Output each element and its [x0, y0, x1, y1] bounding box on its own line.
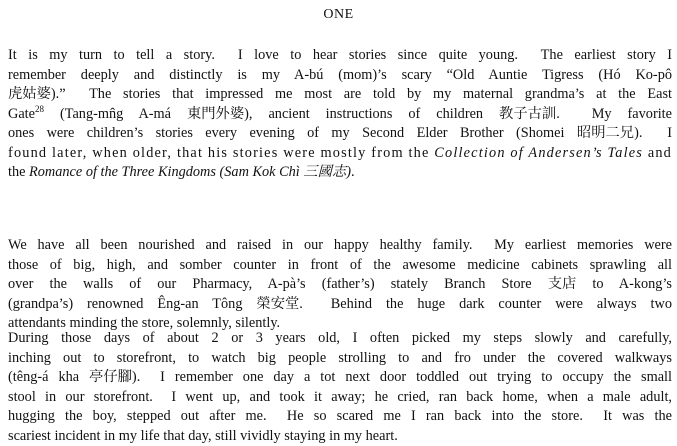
text-line — [8, 144, 672, 164]
text-run: Gate — [8, 106, 35, 122]
text-run: and — [643, 145, 672, 161]
text-line — [8, 329, 672, 349]
text-line-content — [8, 428, 398, 444]
text-line — [8, 163, 672, 183]
text-line-content — [8, 106, 672, 122]
text-line — [8, 124, 672, 144]
text-run: stool in our storefront. I went up, and took it away; he cried, ran back home, when a male adult, — [8, 389, 672, 405]
text-run: We have all been nourished and raised in our happy healthy family. My earliest memories were — [8, 237, 672, 253]
text-line-content — [8, 257, 672, 273]
text-line — [8, 66, 672, 86]
text-line-content — [8, 296, 672, 312]
text-line — [8, 407, 672, 427]
text-line — [8, 105, 672, 125]
text-line-content — [8, 369, 672, 385]
text-run: It is my turn to tell a story. I love to hear stories since quite young. The earliest story I — [8, 47, 672, 63]
text-run: the — [8, 164, 29, 180]
text-line — [8, 295, 672, 315]
text-line-content — [8, 164, 355, 180]
text-line — [8, 349, 672, 369]
text-line — [8, 427, 672, 446]
text-run: inching out to storefront, to watch big people strolling to and fro under the covered walkways — [8, 350, 672, 366]
text-line — [8, 85, 672, 105]
italic-title: Romance of the Three Kingdoms (Sam Kok Chì 三國志) — [29, 164, 351, 180]
text-run: found later, when older, that his stories were mostly from the — [8, 145, 434, 161]
text-line — [8, 368, 672, 388]
text-run: ones were children’s stories every evening of my Second Elder Brother (Shomei 昭明二兄). I — [8, 125, 672, 141]
text-run: hugging the boy, stepped out after me. He so scared me I ran back into the store. It was the — [8, 408, 672, 424]
text-line — [8, 236, 672, 256]
text-run: those of big, high, and somber counter in front of the awesome medicine cabinets sprawling all — [8, 257, 672, 273]
text-line — [8, 275, 672, 295]
text-line — [8, 256, 672, 276]
text-run: . — [351, 164, 355, 180]
text-line-content — [8, 350, 672, 366]
text-run: 虎姑婆).” The stories that impressed me most are told by my maternal grandma’s at the East — [8, 86, 672, 102]
text-run: over the walls of our Pharmacy, A-pà’s (father’s) stately Branch Store 支店 to A-kong’s — [8, 276, 672, 292]
text-line-content — [8, 276, 672, 292]
chapter-heading: ONE — [0, 7, 677, 23]
paragraph-3 — [8, 329, 672, 446]
text-line-content — [8, 145, 672, 161]
text-run: attendants minding the store, solemnly, silently. — [8, 315, 280, 331]
text-run: During those days of about 2 or 3 years old, I often picked my steps slowly and carefully, — [8, 330, 672, 346]
text-run: (têng-á kha 亭仔腳). I remember one day a tot next door toddled out trying to occupy the small — [8, 369, 672, 385]
italic-title: Collection of Andersen’s Tales — [434, 145, 643, 161]
text-line — [8, 46, 672, 66]
text-line — [8, 388, 672, 408]
text-line-content — [8, 330, 672, 346]
footnote-marker: 28 — [35, 105, 44, 114]
text-run: (Tang-mn̂g A-má 東門外婆), ancient instructions of children 教子古訓. My favorite — [44, 106, 672, 122]
text-line-content — [8, 47, 672, 63]
text-line-content — [8, 237, 672, 253]
text-run: remember deeply and distinctly is my A-bú (mom)’s scary “Old Auntie Tigress (Hó Ko-pô — [8, 67, 672, 83]
text-line-content — [8, 86, 672, 102]
text-line-content — [8, 67, 672, 83]
text-line-content — [8, 408, 672, 424]
paragraph-2 — [8, 236, 672, 334]
text-run: scariest incident in my life that day, still vividly staying in my heart. — [8, 428, 398, 444]
text-run: (grandpa’s) renowned Êng-an Tông 榮安堂. Behind the huge dark counter were always two — [8, 296, 672, 312]
text-line-content — [8, 125, 672, 141]
text-line-content — [8, 389, 672, 405]
paragraph-1 — [8, 46, 672, 183]
